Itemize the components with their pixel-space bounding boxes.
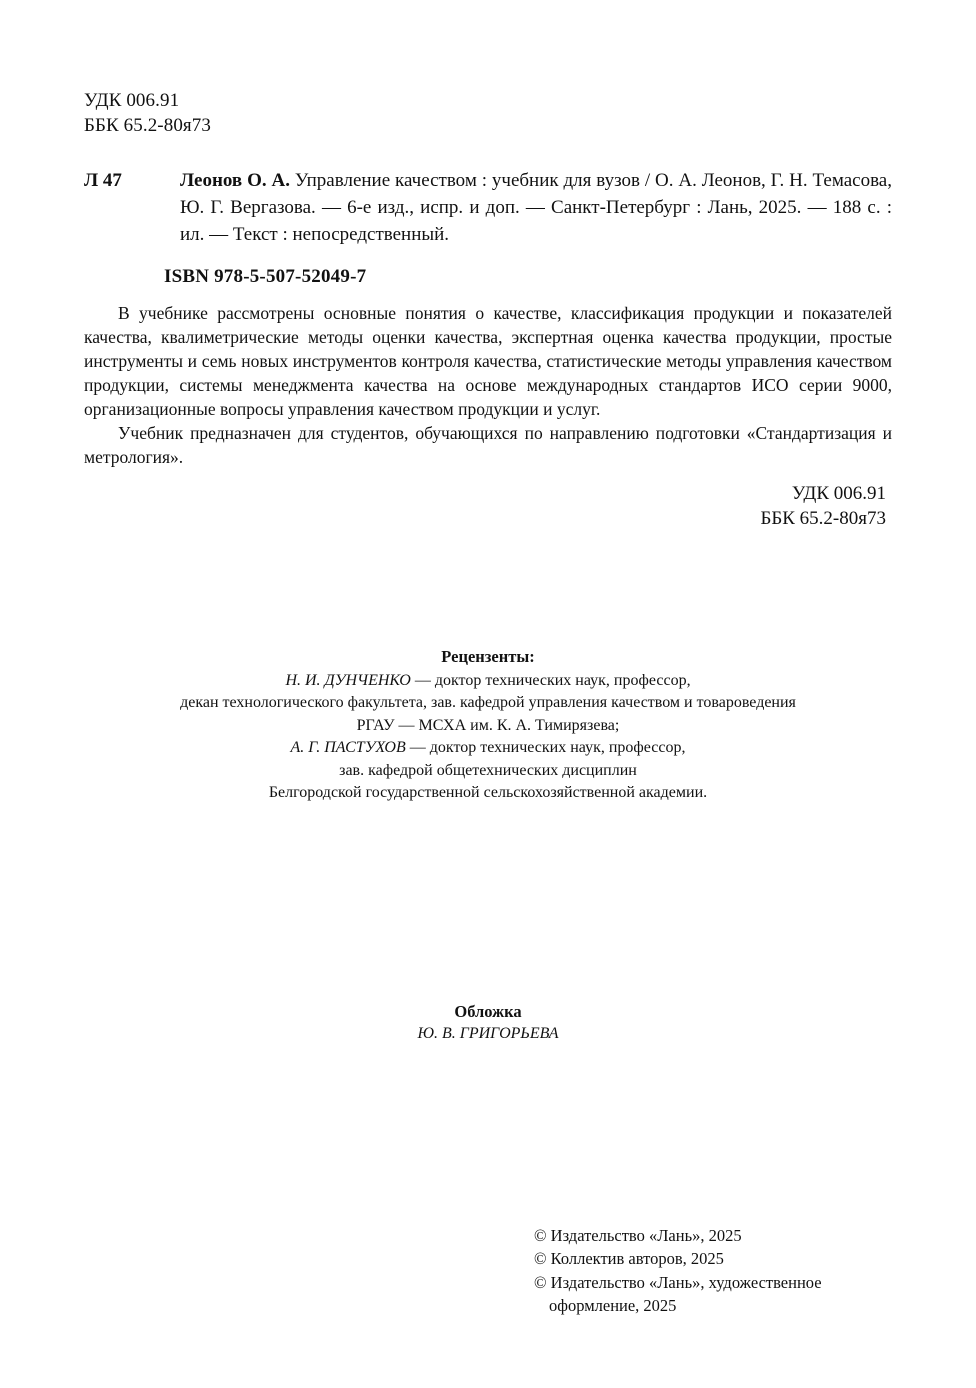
reviewers-block [84, 645, 892, 804]
reviewer-line-6: Белгородской государственной сельскохозяйственной академии. [268, 784, 708, 802]
page-content [84, 88, 892, 531]
reviewer-1-title: — доктор технических наук, профессор, [410, 672, 691, 690]
annotation-paragraph-1: В учебнике рассмотрены основные понятия о качестве, классификация продукции и показателей качества, квалиметрические методы оценки качества, экспертная оценка качества продукции, простые инструменты и семь новых инструментов контроля качества, статистические методы управления качеством продукции, системы менеджмента качества на основе международных стандартов ИСО серии 9000, организационные вопросы управления качеством продукции и услуг. [84, 303, 892, 420]
reviewer-line-3: РГАУ — МСХА им. К. А. Тимирязева; [356, 716, 620, 734]
reviewer-1-name: Н. И. ДУНЧЕНКО [285, 672, 411, 690]
reviewer-2-title: — доктор технических наук, профессор, [405, 739, 686, 757]
copyright-line-1: © Издательство «Лань», 2025 [534, 1226, 742, 1245]
record-author: Леонов О. А. [180, 170, 290, 192]
record-shelf-code: Л 47 [84, 170, 122, 192]
reviewer-line-2: декан технологического факультета, зав. кафедрой управления качеством и товароведения [180, 694, 796, 712]
bbk-code: ББК 65.2-80я73 [84, 115, 211, 137]
annotation-paragraph-2: Учебник предназначен для студентов, обучающихся по направлению подготовки «Стандартизация и метрология». [84, 423, 892, 468]
record-description [180, 168, 892, 249]
cover-designer-name: Ю. В. ГРИГОРЬЕВА [417, 1025, 559, 1043]
reviewer-line-4 [84, 737, 892, 759]
udk-code: УДК 006.91 [84, 90, 180, 111]
reviewers-heading: Рецензенты: [441, 647, 535, 666]
copyright-block [534, 1224, 894, 1318]
cover-heading: Обложка [454, 1002, 522, 1021]
classification-codes-repeat [84, 481, 892, 531]
isbn: ISBN 978-5-507-52049-7 [164, 266, 367, 288]
reviewer-line-5: зав. кафедрой общетехнических дисциплин [339, 761, 637, 779]
copyright-line-3: © Издательство «Лань», художественное [534, 1272, 822, 1292]
reviewer-2-name: А. Г. ПАСТУХОВ [290, 739, 406, 757]
reviewer-line-1 [84, 670, 892, 692]
copyright-line-3-continuation: оформление, 2025 [549, 1296, 677, 1316]
annotation [84, 301, 892, 469]
classification-codes [84, 88, 892, 138]
copyright-line-2: © Коллектив авторов, 2025 [534, 1249, 724, 1269]
udk-code-repeat: УДК 006.91 [791, 482, 886, 504]
record-details: Управление качеством : учебник для вузов / О. А. Леонов, Г. Н. Темасова, Ю. Г. Вергазова. — 6-е изд., испр. и доп. — Санкт-Петербург : Лань, 2025. — 188 с. : ил. — Текст : непосредственный. [180, 170, 892, 246]
cover-credit-block [84, 1000, 892, 1046]
bbk-code-repeat: ББК 65.2-80я73 [760, 507, 886, 529]
bibliographic-record [84, 168, 892, 249]
